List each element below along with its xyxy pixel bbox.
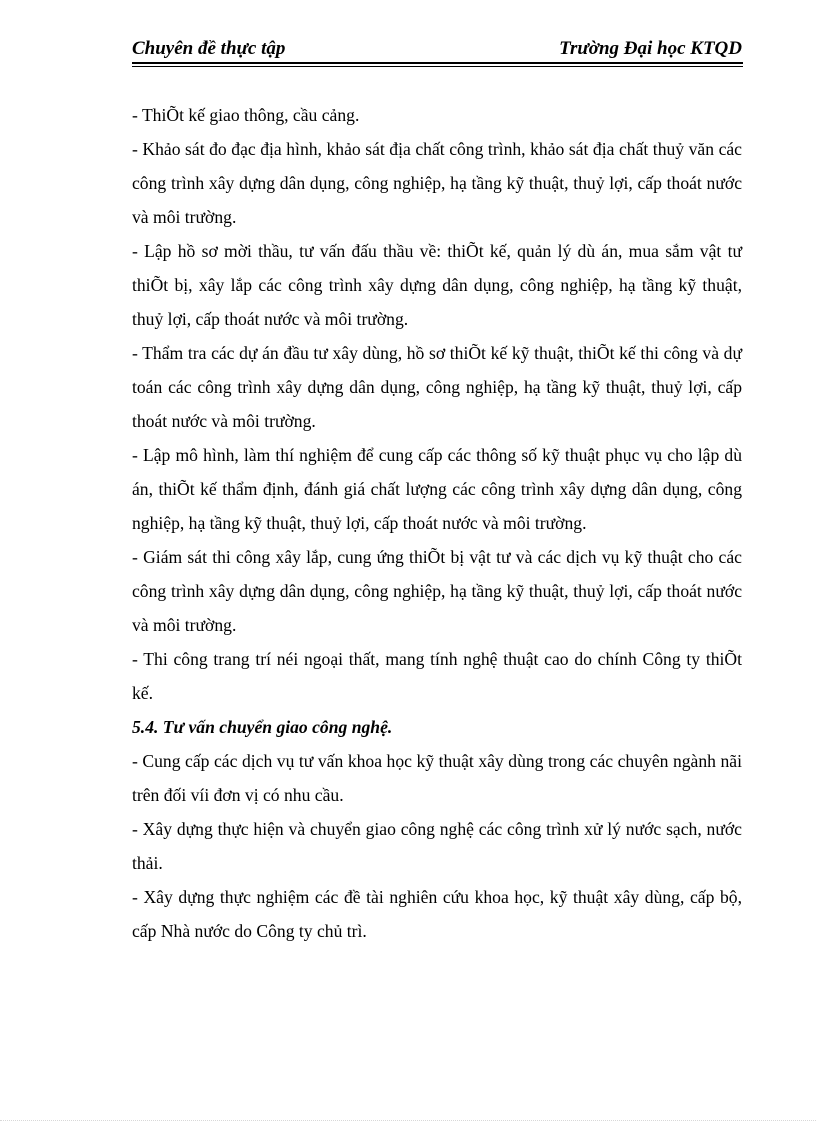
paragraph-technology-transfer: - Xây dựng thực hiện và chuyển giao công nghệ các công trình xử lý nước sạch, nước thải. bbox=[132, 819, 742, 873]
footer-dotted-line bbox=[0, 1120, 816, 1121]
paragraph-survey: - Khảo sát đo đạc địa hình, khảo sát địa chất công trình, khảo sát địa chất thuỷ văn các công trình xây dựng dân dụng, công nghiệp, hạ tầng kỹ thuật, thuỷ lợi, cấp thoát nước và môi trường. bbox=[132, 139, 742, 227]
paragraph-appraisal: - Thẩm tra các dự án đầu tư xây dùng, hồ sơ thiÕt kế kỹ thuật, thiÕt kế thi công và dự toán các công trình xây dựng dân dụng, công nghiệp, hạ tầng kỹ thuật, thuỷ lợi, cấp thoát nước và môi trường. bbox=[132, 343, 742, 431]
header-rule-thin bbox=[132, 66, 743, 67]
paragraph-supervision: - Giám sát thi công xây lắp, cung ứng thiÕt bị vật tư và các dịch vụ kỹ thuật cho các công trình xây dựng dân dụng, công nghiệp, hạ tầng kỹ thuật, thuỷ lợi, cấp thoát nước và môi trường. bbox=[132, 547, 742, 635]
page-header bbox=[132, 36, 742, 64]
header-rule-thick bbox=[132, 62, 743, 64]
paragraph-consulting: - Cung cấp các dịch vụ tư vấn khoa học kỹ thuật xây dùng trong các chuyên ngành nãi trên đối víi đơn vị có nhu cầu. bbox=[132, 751, 742, 805]
paragraph-traffic-design: - ThiÕt kế giao thông, cầu cảng. bbox=[132, 105, 360, 125]
header-document-type: Chuyên đề thực tập bbox=[132, 38, 286, 59]
section-heading: 5.4. Tư vấn chuyển giao công nghệ. bbox=[132, 717, 393, 737]
document-body bbox=[132, 98, 742, 948]
header-university: Trường Đại học KTQD bbox=[559, 38, 742, 59]
paragraph-bidding: - Lập hồ sơ mời thầu, tư vấn đấu thầu về: thiÕt kế, quản lý dù án, mua sắm vật tư thiÕt bị, xây lắp các công trình xây dựng dân dụng, công nghiệp, hạ tầng kỹ thuật, thuỷ lợi, cấp thoát nước và môi trường. bbox=[132, 241, 742, 329]
paragraph-modeling: - Lập mô hình, làm thí nghiệm để cung cấp các thông số kỹ thuật phục vụ cho lập dù án, thiÕt kế thẩm định, đánh giá chất lượng các công trình xây dựng dân dụng, công nghiệp, hạ tầng kỹ thuật, thuỷ lợi, cấp thoát nước và môi trường. bbox=[132, 445, 742, 533]
paragraph-interior: - Thi công trang trí néi ngoại thất, mang tính nghệ thuật cao do chính Công ty thiÕt kế. bbox=[132, 649, 742, 703]
paragraph-research: - Xây dựng thực nghiệm các đề tài nghiên cứu khoa học, kỹ thuật xây dùng, cấp bộ, cấp Nhà nước do Công ty chủ trì. bbox=[132, 887, 742, 941]
